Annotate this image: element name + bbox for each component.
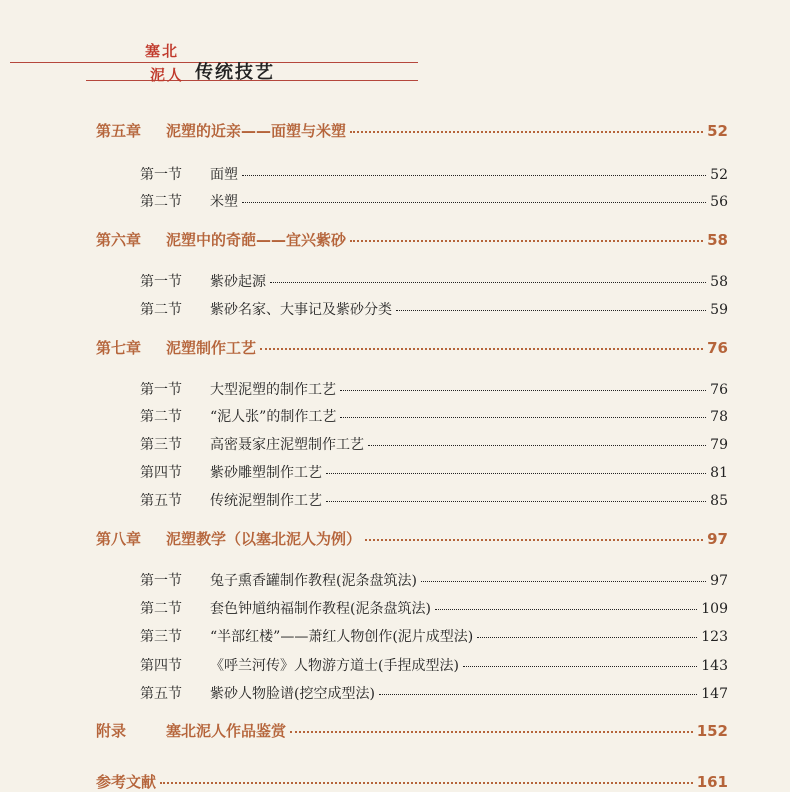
- toc-chapter[interactable]: [96, 337, 728, 358]
- page-number: 97: [710, 573, 728, 589]
- toc-section[interactable]: [140, 655, 728, 675]
- toc-chapter[interactable]: [96, 528, 728, 549]
- section-number: 第一节: [140, 274, 182, 290]
- toc-section[interactable]: [140, 299, 728, 319]
- page-number: 58: [710, 274, 728, 290]
- section-title: 大型泥塑的制作工艺: [210, 382, 336, 398]
- dot-leader: [396, 310, 706, 311]
- dot-leader: [326, 473, 706, 474]
- dot-leader: [340, 417, 706, 418]
- section-title: 紫砂名家、大事记及紫砂分类: [210, 302, 392, 318]
- section-number: 第三节: [140, 629, 182, 645]
- dot-leader: [270, 282, 706, 283]
- chapter-title: 泥塑教学（以塞北泥人为例）: [166, 530, 362, 548]
- header-title: 传统技艺: [195, 62, 275, 83]
- dot-leader: [340, 390, 706, 391]
- section-number: 第二节: [140, 409, 182, 425]
- section-number: 第二节: [140, 194, 182, 210]
- page-number: 56: [710, 194, 728, 210]
- toc-section[interactable]: [140, 191, 728, 211]
- toc-chapter[interactable]: [96, 120, 728, 141]
- section-title: “泥人张”的制作工艺: [210, 409, 337, 425]
- dot-leader: [242, 175, 706, 176]
- section-title: 《呼兰河传》人物游方道士(手捏成型法): [210, 658, 459, 674]
- page-number: 109: [701, 601, 728, 617]
- section-number: 第一节: [140, 382, 182, 398]
- dot-leader: [350, 131, 703, 133]
- section-title: “半部红楼”——萧红人物创作(泥片成型法): [210, 629, 474, 645]
- section-title: 紫砂人物脸谱(挖空成型法): [210, 686, 375, 702]
- toc-section[interactable]: [140, 271, 728, 291]
- toc-section[interactable]: [140, 379, 728, 399]
- references-label: 参考文献: [96, 773, 157, 791]
- section-title: 面塑: [210, 167, 238, 183]
- toc-section[interactable]: [140, 406, 728, 426]
- appendix-label: 附录: [96, 722, 127, 740]
- chapter-title: 泥塑中的奇葩——宜兴紫砂: [166, 231, 347, 249]
- chapter-number: 第五章: [96, 122, 142, 140]
- section-number: 第五节: [140, 686, 182, 702]
- toc-appendix[interactable]: [96, 720, 728, 741]
- chapter-number: 第六章: [96, 231, 142, 249]
- page-number: 97: [707, 530, 728, 548]
- section-title: 兔子熏香罐制作教程(泥条盘筑法): [210, 573, 417, 589]
- section-title: 紫砂雕塑制作工艺: [210, 465, 322, 481]
- series-logo-line1: 塞北: [145, 42, 180, 60]
- toc-section[interactable]: [140, 164, 728, 184]
- page-number: 81: [710, 465, 728, 481]
- section-number: 第一节: [140, 573, 182, 589]
- toc-section[interactable]: [140, 570, 728, 590]
- chapter-number: 第八章: [96, 530, 142, 548]
- section-number: 第四节: [140, 658, 182, 674]
- toc-section[interactable]: [140, 462, 728, 482]
- section-title: 传统泥塑制作工艺: [210, 493, 322, 509]
- page-number: 147: [701, 686, 728, 702]
- dot-leader: [242, 202, 706, 203]
- toc-references[interactable]: [96, 771, 728, 792]
- dot-leader: [435, 609, 697, 610]
- dot-leader: [463, 666, 697, 667]
- page-number: 123: [701, 629, 728, 645]
- toc-section[interactable]: [140, 626, 728, 646]
- section-number: 第五节: [140, 493, 182, 509]
- page-number: 152: [696, 722, 728, 740]
- section-number: 第四节: [140, 465, 182, 481]
- toc-section[interactable]: [140, 434, 728, 454]
- section-number: 第三节: [140, 437, 182, 453]
- page-number: 52: [707, 122, 728, 140]
- chapter-title: 泥塑制作工艺: [166, 339, 257, 357]
- page-number: 79: [710, 437, 728, 453]
- page-number: 85: [710, 493, 728, 509]
- section-title: 套色钟馗纳福制作教程(泥条盘筑法): [210, 601, 431, 617]
- dot-leader: [326, 501, 706, 502]
- chapter-title: 泥塑的近亲——面塑与米塑: [166, 122, 347, 140]
- dot-leader: [350, 240, 703, 242]
- page-number: 161: [696, 773, 728, 791]
- section-title: 米塑: [210, 194, 238, 210]
- page-number: 76: [710, 382, 728, 398]
- toc-section[interactable]: [140, 598, 728, 618]
- dot-leader: [260, 348, 703, 350]
- page-number: 78: [710, 409, 728, 425]
- toc-section[interactable]: [140, 683, 728, 703]
- chapter-number: 第七章: [96, 339, 142, 357]
- section-number: 第一节: [140, 167, 182, 183]
- dot-leader: [368, 445, 706, 446]
- series-logo-line2: 泥人: [150, 66, 185, 84]
- toc-chapter[interactable]: [96, 229, 728, 250]
- page-number: 52: [710, 167, 728, 183]
- page-number: 59: [710, 302, 728, 318]
- toc-section[interactable]: [140, 490, 728, 510]
- section-number: 第二节: [140, 601, 182, 617]
- page-number: 143: [701, 658, 728, 674]
- page-number: 76: [707, 339, 728, 357]
- dot-leader: [379, 694, 697, 695]
- dot-leader: [477, 637, 697, 638]
- page-number: 58: [707, 231, 728, 249]
- dot-leader: [421, 581, 706, 582]
- dot-leader: [290, 731, 693, 733]
- appendix-title: 塞北泥人作品鉴赏: [166, 722, 287, 740]
- section-title: 高密聂家庄泥塑制作工艺: [210, 437, 364, 453]
- section-number: 第二节: [140, 302, 182, 318]
- dot-leader: [365, 539, 703, 541]
- section-title: 紫砂起源: [210, 274, 266, 290]
- dot-leader: [160, 782, 693, 784]
